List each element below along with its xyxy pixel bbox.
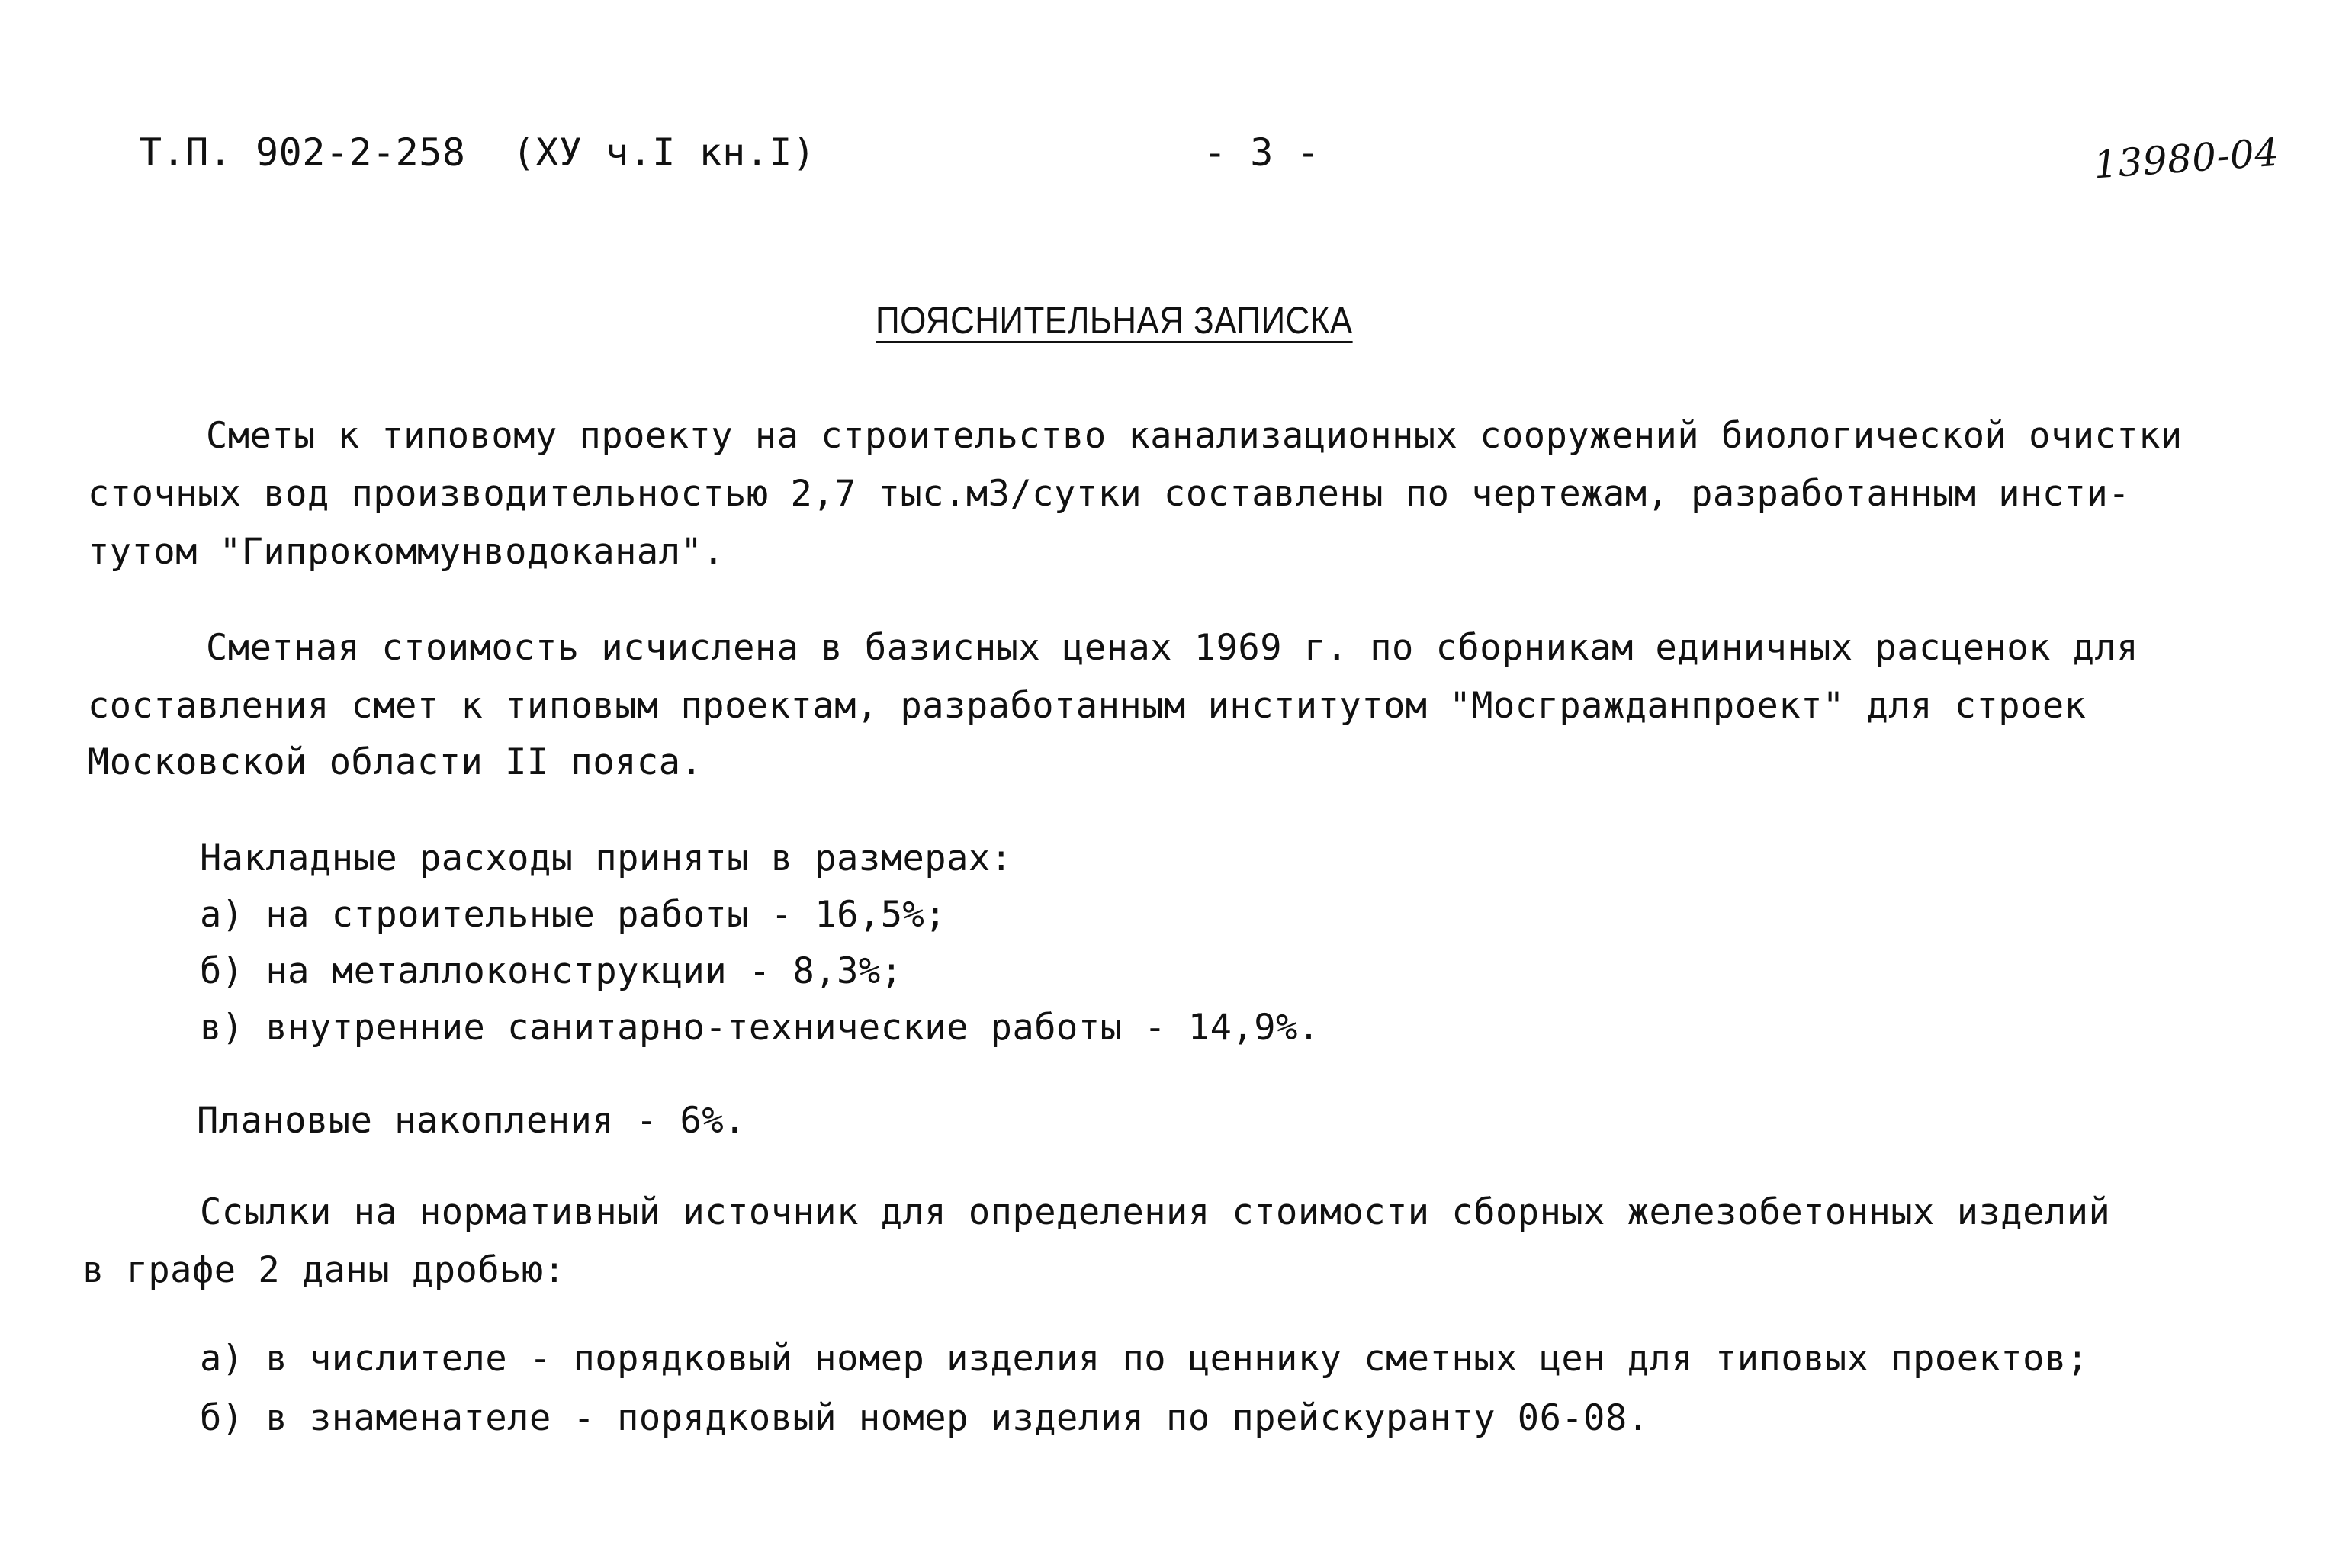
paragraph-5-line-2: в графе 2 даны дробью: (82, 1249, 566, 1291)
paragraph-5-line-1: Ссылки на нормативный источник для определения стоимости сборных железобетонных изделий (200, 1191, 2111, 1233)
paragraph-2-line-3: Московской области II пояса. (88, 741, 703, 783)
paragraph-3-line-1: Накладные расходы приняты в размерах: (200, 837, 1013, 879)
archive-number: 13980-04 (2092, 130, 2281, 188)
overhead-item-a: а) на строительные работы - 16,5%; (200, 894, 947, 936)
paragraph-1-line-2: сточных вод производительностью 2,7 тыс.м3/сутки составлены по чертежам, разработанным инсти- (88, 473, 2131, 515)
document-title: ПОЯСНИТЕЛЬНАЯ ЗАПИСКА (876, 299, 1353, 342)
overhead-item-b: б) на металлоконструкции - 8,3%; (200, 950, 903, 992)
reference-item-a: а) в числителе - порядковый номер изделия по ценнику сметных цен для типовых проектов; (200, 1338, 2089, 1380)
doc-code: Т.П. 902-2-258 (ХУ ч.I кн.I) (139, 130, 816, 175)
paragraph-2-line-2: составления смет к типовым проектам, разработанным институтом "Мосгражданпроект" для строек (88, 685, 2087, 727)
planned-savings: Плановые накопления - 6%. (197, 1100, 746, 1142)
paragraph-1-line-1: Сметы к типовому проекту на строительство канализационных сооружений биологической очистки (206, 415, 2183, 457)
page-number: - 3 - (1203, 130, 1321, 175)
overhead-item-c: в) внутренние санитарно-технические работы - 14,9%. (200, 1007, 1320, 1049)
paragraph-1-line-3: тутом "Гипрокоммунводоканал". (88, 531, 725, 573)
paragraph-2-line-1: Сметная стоимость исчислена в базисных ценах 1969 г. по сборникам единичных расценок для (206, 627, 2139, 669)
reference-item-b: б) в знаменателе - порядковый номер изделия по прейскуранту 06-08. (200, 1397, 1650, 1439)
